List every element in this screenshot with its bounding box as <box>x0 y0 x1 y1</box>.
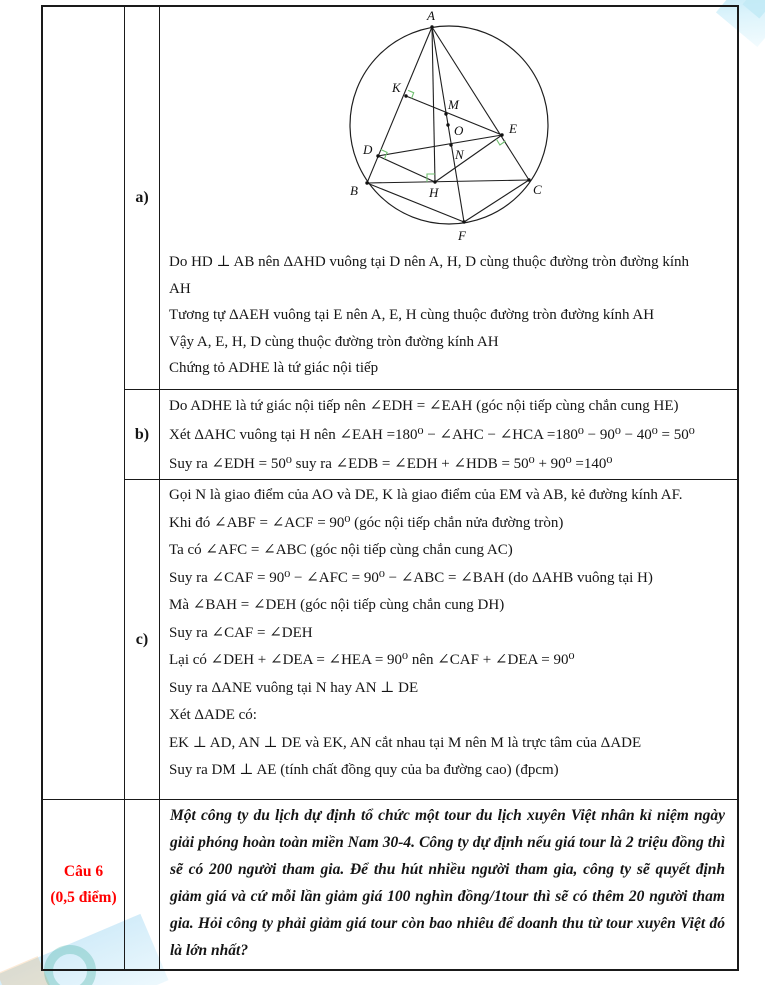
part-a-label: a) <box>135 189 149 206</box>
part-c-line: Mà ∠BAH = ∠DEH (góc nội tiếp cùng chắn cung DH) <box>169 597 505 613</box>
svg-text:O: O <box>454 123 464 138</box>
part-a-content-cell <box>160 7 737 390</box>
part-c-line: Xét ΔADE có: <box>169 707 257 723</box>
part-c-line: Suy ra ∠CAF = ∠DEH <box>169 624 313 641</box>
svg-text:A: A <box>427 8 435 23</box>
svg-text:D: D <box>363 142 373 157</box>
part-b-label-cell <box>125 390 160 480</box>
part-b-content-cell <box>160 390 737 480</box>
part-c-line: EK ⊥ AD, AN ⊥ DE và EK, AN cắt nhau tại M nên M là trực tâm của ΔADE <box>169 734 642 751</box>
part-a-line: Chứng tỏ ADHE là tứ giác nội tiếp <box>169 360 379 376</box>
solution-table <box>41 5 739 971</box>
part-c-content-cell <box>160 480 737 800</box>
geometry-figure <box>337 7 567 249</box>
part-c-line: Khi đó ∠ABF = ∠ACF = 90⁰ (góc nội tiếp chắn nửa đường tròn) <box>169 514 564 531</box>
svg-text:H: H <box>429 185 439 200</box>
question-6-title: Câu 6 <box>63 862 104 880</box>
part-b-line: Suy ra ∠EDH = 50⁰ suy ra ∠EDB = ∠EDH + ∠HDB = 50⁰ + 90⁰ =140⁰ <box>169 456 613 472</box>
part-a-line: AH <box>169 280 191 297</box>
watermark-top-right-accent <box>743 0 765 18</box>
part-b-label: b) <box>134 425 150 443</box>
svg-text:M: M <box>448 97 459 112</box>
part-c-line: Gọi N là giao điểm của AO và DE, K là giao điểm của EM và AB, kẻ đường kính AF. <box>169 487 683 503</box>
part-c-label-cell <box>125 480 160 800</box>
geometry-figure-area <box>169 9 727 249</box>
question-number-empty-cell <box>43 7 125 800</box>
part-a-line: Do HD ⊥ AB nên ΔAHD vuông tại D nên A, H, D cùng thuộc đường tròn đường kính <box>169 254 690 270</box>
svg-text:C: C <box>533 182 542 197</box>
part-c-line: Suy ra DM ⊥ AE (tính chất đồng quy của ba đường cao) (đpcm) <box>169 762 559 778</box>
svg-text:N: N <box>455 147 464 162</box>
svg-text:F: F <box>458 228 466 243</box>
svg-text:E: E <box>509 121 517 136</box>
part-c-line: Lại có ∠DEH + ∠DEA = ∠HEA = 90⁰ nên ∠CAF + ∠DEA = 90⁰ <box>169 652 575 668</box>
part-c-line: Suy ra ∠CAF = 90⁰ − ∠AFC = 90⁰ − ∠ABC = ∠BAH (do ΔAHB vuông tại H) <box>169 569 653 586</box>
part-b-line: Xét ΔAHC vuông tại H nên ∠EAH =180⁰ − ∠AHC − ∠HCA =180⁰ − 90⁰ − 40⁰ = 50⁰ <box>169 427 695 443</box>
part-a-line: Vậy A, E, H, D cùng thuộc đường tròn đường kính AH <box>169 333 499 350</box>
svg-text:K: K <box>392 80 401 95</box>
question-6-empty-cell <box>125 800 160 969</box>
part-a-label-cell <box>125 7 160 390</box>
question-6-text: Một công ty du lịch dự định tổ chức một tour du lịch xuyên Việt nhân kỉ niệm ngày giải phóng hoàn toàn miền Nam 30-4. Công ty dự định nếu giá tour là 2 triệu đồng thì sẽ có 200 người tham gia. Để thu hút nhiều người tham gia, công ty sẽ quyết định giảm giá và cứ mỗi lần giảm giá 100 nghìn đồng/1tour thì sẽ có thêm 20 người tham gia. Hỏi công ty phải giảm giá tour còn bao nhiêu để doanh thu từ tour xuyên Việt đó là lớn nhất? <box>170 807 725 959</box>
question-6-number-cell <box>43 800 125 969</box>
question-6-content-cell <box>160 800 737 969</box>
part-a-line: Tương tự ΔAEH vuông tại E nên A, E, H cùng thuộc đường tròn đường kính AH <box>169 307 655 323</box>
svg-text:B: B <box>350 183 358 198</box>
part-b-line: Do ADHE là tứ giác nội tiếp nên ∠EDH = ∠EAH (góc nội tiếp cùng chắn cung HE) <box>169 398 679 414</box>
part-c-line: Ta có ∠AFC = ∠ABC (góc nội tiếp cùng chắn cung AC) <box>169 542 513 558</box>
part-c-label: c) <box>135 630 149 648</box>
question-6-points: (0,5 điểm) <box>50 888 117 906</box>
part-c-line: Suy ra ΔANE vuông tại N hay AN ⊥ DE <box>169 679 419 696</box>
